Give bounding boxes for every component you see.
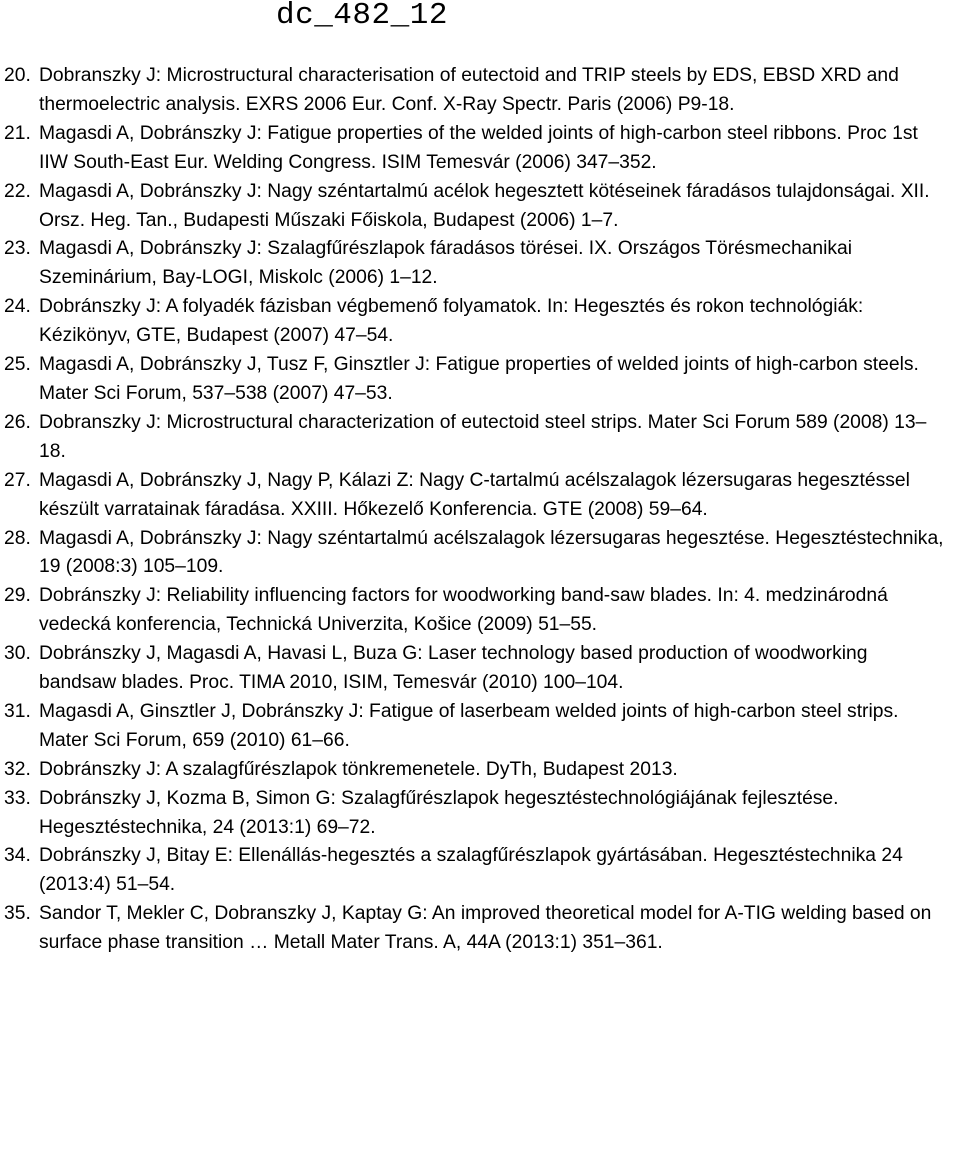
reference-text: Magasdi A, Dobránszky J, Nagy P, Kálazi Z: Nagy C-tartalmú acélszalagok lézersugaras hegesztéssel készült varratainak fáradása. XXIII. Hőkezelő Konferencia. GTE (2008) 59–64. (39, 469, 910, 520)
reference-number: 25. (4, 354, 31, 376)
reference-number: 30. (4, 643, 31, 665)
reference-item (4, 178, 944, 236)
document-id: dc_482_12 (276, 0, 448, 33)
reference-number: 32. (4, 758, 31, 780)
reference-item (4, 785, 944, 843)
reference-text: Magasdi A, Dobránszky J: Fatigue properties of the welded joints of high-carbon steel ribbons. Proc 1st IIW South-East Eur. Welding Congress. ISIM Temesvár (2006) 347–352. (39, 122, 918, 173)
reference-item (4, 120, 944, 178)
reference-text: Dobránszky J, Bitay E: Ellenállás-hegesztés a szalagfűrészlapok gyártásában. Hegesztéstechnika 24 (2013:4) 51–54. (39, 845, 903, 896)
reference-text: Dobránszky J, Magasdi A, Havasi L, Buza G: Laser technology based production of woodworking bandsaw blades. Proc. TIMA 2010, ISIM, Temesvár (2010) 100–104. (39, 643, 868, 694)
reference-item (4, 525, 944, 583)
reference-text: Dobránszky J, Kozma B, Simon G: Szalagfűrészlapok hegesztéstechnológiájának fejlesztése. Hegesztéstechnika, 24 (2013:1) 69–72. (39, 787, 839, 838)
reference-item (4, 640, 944, 698)
reference-number: 21. (4, 122, 31, 144)
reference-number: 23. (4, 238, 31, 260)
reference-number: 33. (4, 787, 31, 809)
reference-number: 24. (4, 296, 31, 318)
reference-text: Dobránszky J: A folyadék fázisban végbemenő folyamatok. In: Hegesztés és rokon technológiák: Kézikönyv, GTE, Budapest (2007) 47–54. (39, 296, 864, 347)
reference-item (4, 582, 944, 640)
reference-text: Dobránszky J: A szalagfűrészlapok tönkremenetele. DyTh, Budapest 2013. (39, 758, 678, 780)
reference-item (4, 62, 944, 120)
reference-item (4, 467, 944, 525)
reference-text: Dobranszky J: Microstructural characterisation of eutectoid and TRIP steels by EDS, EBSD XRD and thermoelectric analysis. EXRS 2006 Eur. Conf. X-Ray Spectr. Paris (2006) P9-18. (39, 65, 899, 115)
reference-number: 20. (4, 65, 31, 86)
reference-item (4, 351, 944, 409)
reference-text: Magasdi A, Ginsztler J, Dobránszky J: Fatigue of laserbeam welded joints of high-carbon steel strips. Mater Sci Forum, 659 (2010) 61–66. (39, 700, 899, 751)
reference-number: 22. (4, 180, 31, 202)
reference-text: Dobránszky J: Reliability influencing factors for woodworking band-saw blades. In: 4. medzinárodná vedecká konferencia, Technická Univerzita, Košice (2009) 51–55. (39, 585, 888, 636)
reference-number: 35. (4, 903, 31, 925)
reference-number: 29. (4, 585, 31, 607)
reference-item (4, 900, 944, 958)
reference-number: 34. (4, 845, 31, 867)
reference-number: 27. (4, 469, 31, 491)
reference-number: 26. (4, 411, 31, 433)
reference-number: 31. (4, 700, 31, 722)
reference-text: Magasdi A, Dobránszky J: Nagy széntartalmú acélszalagok lézersugaras hegesztése. Hegesztéstechnika, 19 (2008:3) 105–109. (39, 527, 944, 578)
reference-item (4, 235, 944, 293)
reference-list (4, 62, 944, 958)
reference-number: 28. (4, 527, 31, 549)
reference-item (4, 842, 944, 900)
reference-item (4, 409, 944, 467)
reference-item (4, 293, 944, 351)
reference-text: Dobranszky J: Microstructural characterization of eutectoid steel strips. Mater Sci Forum 589 (2008) 13–18. (39, 411, 927, 462)
reference-item (4, 698, 944, 756)
reference-text: Magasdi A, Dobránszky J, Tusz F, Ginsztler J: Fatigue properties of welded joints of high-carbon steels. Mater Sci Forum, 537–538 (2007) 47–53. (39, 354, 919, 404)
reference-text: Sandor T, Mekler C, Dobranszky J, Kaptay G: An improved theoretical model for A-TIG welding based on surface phase transition … Metall Mater Trans. A, 44A (2013:1) 351–361. (39, 903, 932, 954)
reference-item (4, 756, 944, 785)
reference-text: Magasdi A, Dobránszky J: Nagy széntartalmú acélok hegesztett kötéseinek fáradásos tulajdonságai. XII. Orsz. Heg. Tan., Budapesti Műszaki Főiskola, Budapest (2006) 1–7. (39, 180, 930, 231)
reference-text: Magasdi A, Dobránszky J: Szalagfűrészlapok fáradásos törései. IX. Országos Törésmechanikai Szeminárium, Bay-LOGI, Miskolc (2006) 1–12. (39, 238, 853, 289)
